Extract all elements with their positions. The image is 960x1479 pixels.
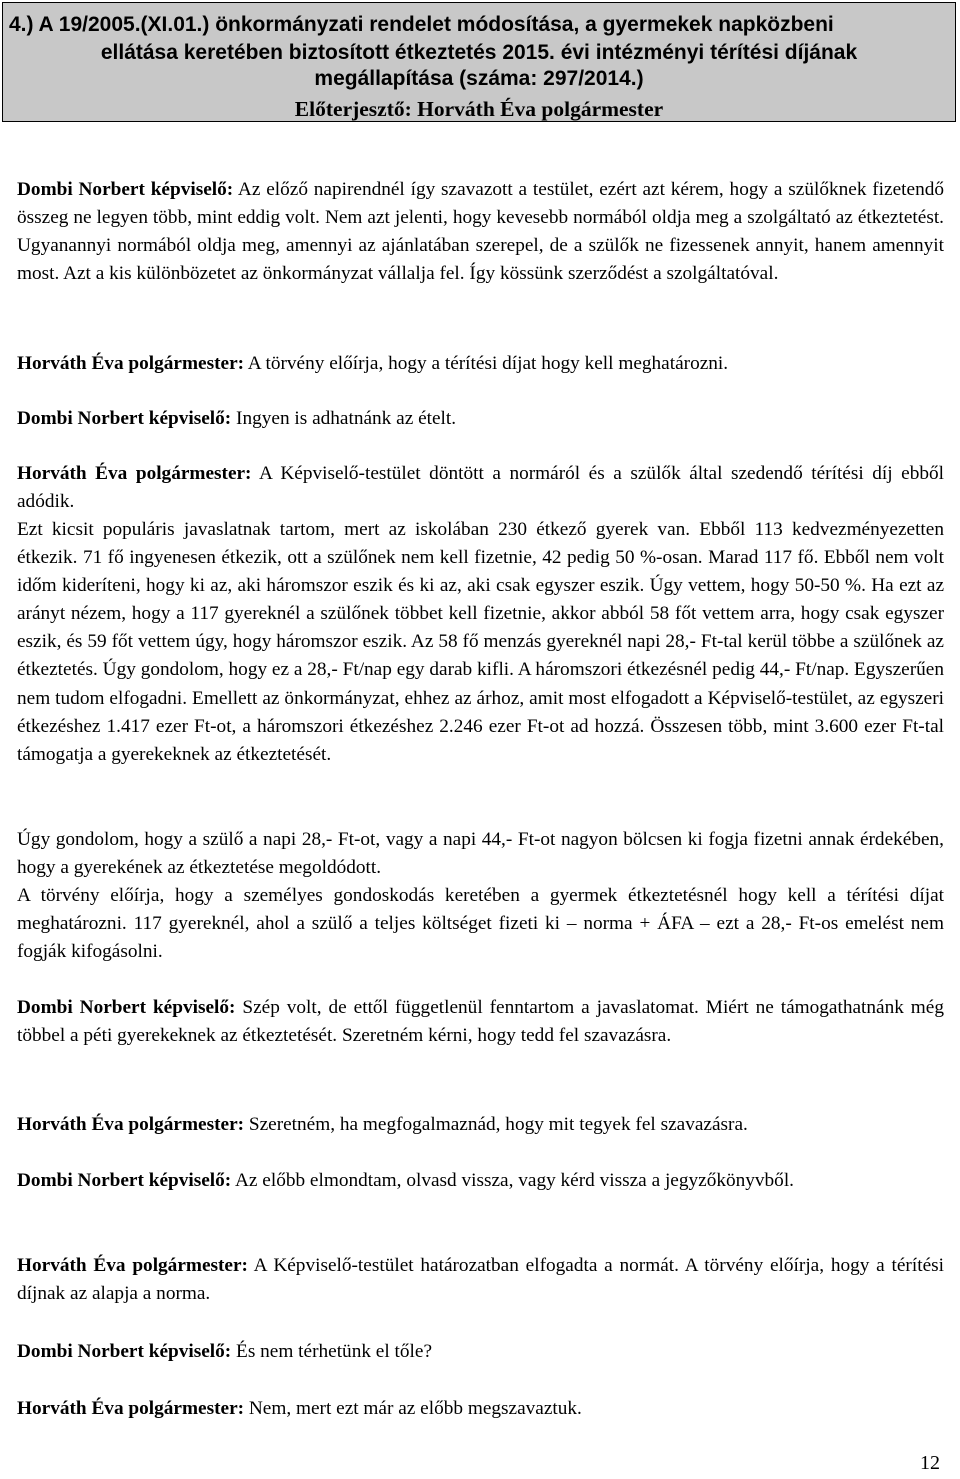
speaker-label: Horváth Éva polgármester: [17,463,252,484]
paragraph [17,516,944,769]
speech-text: A törvény előírja, hogy a személyes gondoskodás keretében a gyermek étkeztetésnél hogy kell a térítési díjat meghatározni. 117 gyereknél, ahol a szülő a teljes költséget fizeti ki – norma + ÁFA – ezt a 28,- Ft-os emelést nem fogják kifogásolni. [17,885,944,963]
speech-text: A törvény előírja, hogy a térítési díjat hogy kell meghatározni. [244,353,729,374]
agenda-header [2,2,956,122]
paragraph [17,350,944,378]
page-number: 12 [920,1452,940,1474]
speech-text: A Képviselő-testület döntött a normáról és a szülők által szedendő térítési díj ebből adódik. [17,463,944,513]
paragraph [17,1338,944,1366]
speaker-label: Horváth Éva polgármester: [17,1114,245,1135]
speaker-label: Horváth Éva polgármester: [17,1255,248,1276]
speech-text: Ezt kicsit populáris javaslatnak tartom, mert az iskolában 230 étkező gyerek van. Ebből 113 kedvezményezetten étkezik. 71 fő ingyenesen étkezik, ott a szülőnek nem kell fizetnie, 42 pedig 50 %-osan. Marad 117 fő. Ebből nem volt időm kideríteni, hogy ki az, aki háromszor eszik és ki az, aki csak egyszer eszik. Úgy vettem, hogy 50-50 %. Ha ezt az arányt nézem, hogy a 117 gyereknél a szülőnek többet kell fizetnie, akkor abból 58 főt vettem arra, hogy csak egyszer eszik, és 59 főt vettem úgy, hogy háromszor eszik. Az 58 fő menzás gyereknél napi 28,- Ft-tal kerül többe a szülőnek az étkeztetés. Úgy gondolom, hogy ez a 28,- Ft/nap egy darab kifli. A háromszori étkezésnél pedig 44,- Ft/nap. Egyszerűen nem tudom elfogadni. Emellett az önkormányzat, ehhez az árhoz, amit most elfogadott a Képviselő-testület, az egyszeri étkezéshez 1.417 ezer Ft-ot, a háromszori étkezéshez 2.246 ezer Ft-ot ad hozzá. Összesen több, mint 3.600 ezer Ft-tal támogatja a gyerekeknek az étkeztetését. [17,519,944,765]
header-line-3: megállapítása (száma: 297/2014.) [314,67,644,90]
paragraph [17,826,944,882]
paragraph [17,1167,944,1195]
speech-text: Az előző napirendnél így szavazott a testület, ezért azt kérem, hogy a szülőknek fizetendő összeg ne legyen több, mint eddig volt. Nem azt jelenti, hogy kevesebb normából oldja meg a szolgáltató az étkeztetést. Ugyanannyi normából oldja meg, amennyi az ajánlatában szerepel, de a szülők ne fizessenek annyit, hanem amennyit most. Azt a kis különbözetet az önkormányzat vállalja fel. Így kössünk szerződést a szolgáltatóval. [17,179,944,285]
speaker-label: Dombi Norbert képviselő: [17,1341,232,1362]
speaker-label: Horváth Éva polgármester: [17,1398,245,1419]
paragraph [17,405,944,433]
speech-text: És nem térhetünk el tőle? [231,1341,432,1362]
paragraph [17,460,944,516]
speaker-label: Horváth Éva polgármester: [17,353,245,374]
header-line-2: ellátása keretében biztosított étkeztetés 2015. évi intézményi térítési díjának [100,41,858,64]
speech-text: Az előbb elmondtam, olvasd vissza, vagy kérd vissza a jegyzőkönyvből. [231,1170,794,1191]
paragraph [17,176,944,288]
paragraph [17,1111,944,1139]
paragraph [17,1395,944,1423]
speech-text: Ingyen is adhatnánk az ételt. [231,408,457,429]
speech-text: Szeretném, ha megfogalmaznád, hogy mit tegyek fel szavazásra. [244,1114,748,1135]
paragraph [17,1252,944,1308]
speaker-label: Dombi Norbert képviselő: [17,408,232,429]
speaker-label: Dombi Norbert képviselő: [17,179,234,200]
header-presenter: Előterjesztő: Horváth Éva polgármester [294,97,664,121]
speech-text: A Képviselő-testület határozatban elfogadta a normát. A törvény előírja, hogy a térítési díjnak az alapja a norma. [17,1255,944,1305]
speech-text: Szép volt, de ettől függetlenül fenntartom a javaslatomat. Miért ne támogathatnánk még többel a péti gyerekeknek az étkeztetését. Szeretném kérni, hogy tedd fel szavazásra. [17,997,944,1047]
speaker-label: Dombi Norbert képviselő: [17,1170,232,1191]
paragraph [17,994,944,1050]
speech-text: Úgy gondolom, hogy a szülő a napi 28,- Ft-ot, vagy a napi 44,- Ft-ot nagyon bölcsen ki fogja fizetni annak érdekében, hogy a gyerekének az étkeztetése megoldódott. [17,829,944,879]
speech-text: Nem, mert ezt már az előbb megszavaztuk. [244,1398,582,1419]
paragraph [17,882,944,966]
header-line-1: 4.) A 19/2005.(XI.01.) önkormányzati rendelet módosítása, a gyermekek napközbeni [9,13,834,36]
speaker-label: Dombi Norbert képviselő: [17,997,236,1018]
